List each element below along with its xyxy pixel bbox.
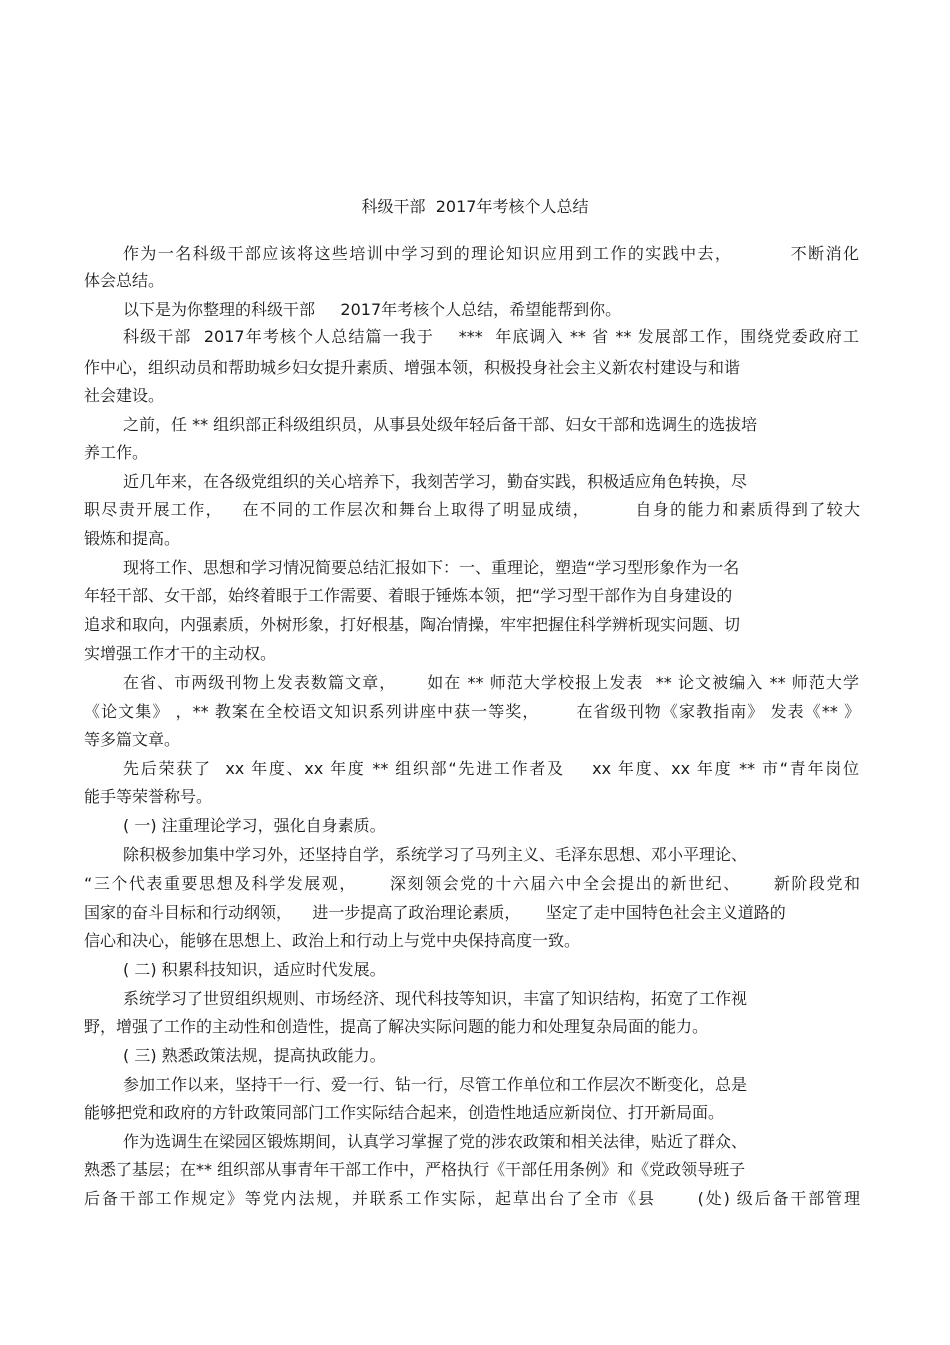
text-line: 之前，任 ** 组织部正科级组织员，从事县处级年轻后备干部、妇女干部和选调生的选拔培 bbox=[123, 415, 758, 434]
text-line: 作为选调生在梁园区锻炼期间，认真学习掌握了党的涉农政策和相关法律，贴近了群众、 bbox=[123, 1132, 748, 1151]
text-line: 国家的奋斗目标和行动纲领， 进一步提高了政治理论素质， 坚定了走中国特色社会主义道路的 bbox=[84, 903, 786, 922]
text-line: 在省、市两级刊物上发表数篇文章， 如在 ** 师范大学校报上发表 ** 论文被编入 ** 师范大学 bbox=[123, 673, 859, 692]
text-line: 能够把党和政府的方针政策同部门工作实际结合起来，创造性地适应新岗位、打开新局面。 bbox=[84, 1103, 725, 1122]
text-line: 《论文集》 ，** 教案在全校语文知识系列讲座中获一等奖， 在省级刊物《家教指南》 发表《** 》 bbox=[84, 702, 860, 721]
text-line: 能手等荣誉称号。 bbox=[84, 787, 213, 806]
text-line: 社会建设。 bbox=[84, 386, 165, 405]
text-line: 追求和取向，内强素质，外树形象，打好根基，陶冶情操，牢牢把握住科学辨析现实问题、切 bbox=[84, 615, 741, 634]
text-line: 熟悉了基层；在** 组织部从事青年干部工作中，严格执行《干部任用条例》和《党政领导班子 bbox=[84, 1160, 746, 1179]
text-line: 参加工作以来，坚持干一行、爱一行、钻一行，尽管工作单位和工作层次不断变化，总是 bbox=[123, 1075, 748, 1094]
text-line: 养工作。 bbox=[84, 443, 149, 462]
text-line: 实增强工作才干的主动权。 bbox=[84, 644, 277, 663]
text-line: 现将工作、思想和学习情况简要总结汇报如下：一、重理论，塑造“学习型形象作为一名 bbox=[123, 558, 740, 577]
section-heading: ( 一) 注重理论学习，强化自身素质。 bbox=[123, 816, 386, 835]
text-line: 作为一名科级干部应该将这些培训中学习到的理论知识应用到工作的实践中去， 不断消化 bbox=[123, 244, 859, 263]
text-line: 作中心，组织动员和帮助城乡妇女提升素质、增强本领，积极投身社会主义新农村建设与和谐 bbox=[84, 358, 741, 377]
text-line: 近几年来，在各级党组织的关心培养下，我刻苦学习，勤奋实践，积极适应角色转换，尽 bbox=[123, 472, 748, 491]
text-line: 职尽责开展工作， 在不同的工作层次和舞台上取得了明显成绩， 自身的能力和素质得到了较大 bbox=[84, 500, 860, 519]
text-line: 系统学习了世贸组织规则、市场经济、现代科技等知识，丰富了知识结构，拓宽了工作视 bbox=[123, 989, 748, 1008]
section-heading: ( 二) 积累科技知识，适应时代发展。 bbox=[123, 960, 386, 979]
text-line: 等多篇文章。 bbox=[84, 730, 181, 749]
text-line: 除积极参加集中学习外，还坚持自学，系统学习了马列主义、毛泽东思想、邓小平理论、 bbox=[123, 845, 748, 864]
text-line: 后备干部工作规定》等党内法规，并联系工作实际，起草出台了全市《县 (处) 级后备干部管理 bbox=[84, 1189, 860, 1208]
text-line: 信心和决心，能够在思想上、政治上和行动上与党中央保持高度一致。 bbox=[84, 931, 581, 950]
text-line: 先后荣获了 xx 年度、xx 年度 ** 组织部“先进工作者及 xx 年度、xx 年度 ** 市“青年岗位 bbox=[123, 759, 859, 778]
text-line: 科级干部 2017年考核个人总结篇一我于 *** 年底调入 ** 省 ** 发展部工作，围绕党委政府工 bbox=[123, 327, 859, 346]
text-line: 锻炼和提高。 bbox=[84, 529, 181, 548]
text-line: 体会总结。 bbox=[84, 271, 165, 290]
text-line: 年轻干部、女干部，始终着眼于工作需要、着眼于锤炼本领，把“学习型干部作为自身建设的 bbox=[84, 586, 733, 605]
text-line: 野，增强了工作的主动性和创造性，提高了解决实际问题的能力和处理复杂局面的能力。 bbox=[84, 1017, 709, 1036]
text-line: “三个代表重要思想及科学发展观， 深刻领会党的十六届六中全会提出的新世纪、 新阶段党和 bbox=[84, 874, 860, 893]
section-heading: ( 三) 熟悉政策法规，提高执政能力。 bbox=[123, 1046, 386, 1065]
document-title: 科级干部 2017年考核个人总结 bbox=[361, 197, 589, 216]
text-line: 以下是为你整理的科级干部 2017年考核个人总结，希望能帮到你。 bbox=[123, 300, 622, 319]
